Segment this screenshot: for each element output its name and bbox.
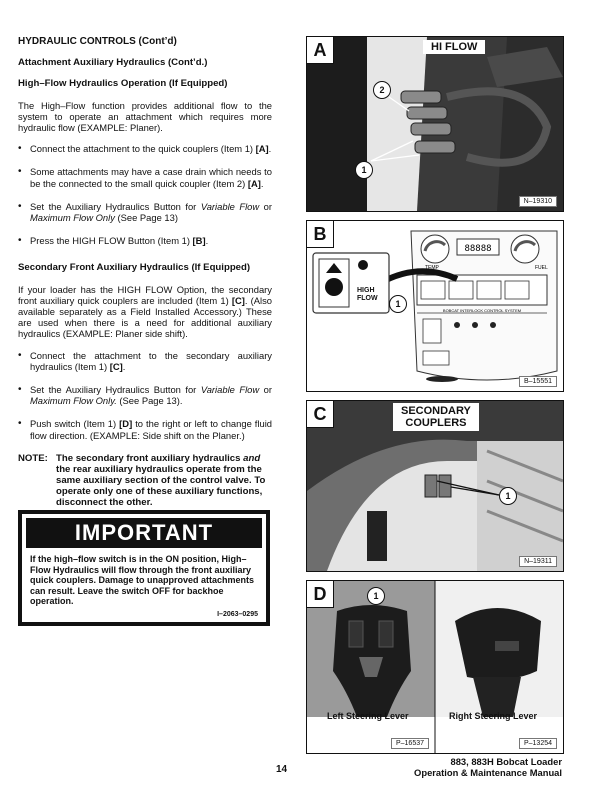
left-figure-number: P–16537 — [391, 738, 429, 749]
figure-a — [306, 36, 564, 212]
hi-flow-label: HI FLOW — [423, 40, 485, 54]
secondary-heading: Secondary Front Auxiliary Hydraulics (If Equipped) — [18, 262, 251, 274]
figure-b — [306, 220, 564, 392]
figure-letter: C — [307, 401, 334, 428]
note — [18, 453, 272, 508]
note-label: NOTE: — [18, 452, 48, 464]
hi-flow-couplers-photo — [307, 37, 563, 211]
text-column — [18, 36, 272, 520]
callout-1: 1 — [499, 487, 517, 505]
figure-number: N–19310 — [519, 196, 557, 207]
panel-fuel-label: FUEL — [535, 265, 548, 271]
list-item: • Connect the attachment to the secondary auxiliary hydraulics (Item 1) [C]. — [18, 350, 272, 372]
list-item: • Set the Auxiliary Hydraulics Button for Variable Flow or Maximum Flow Only. (See Page 13). — [18, 384, 272, 406]
highflow-intro: The High–Flow function provides additional flow to the system to operate an attachment which requires more hydraulic flow (EXAMPLE: Planer). — [18, 99, 272, 134]
callout-1: 1 — [389, 295, 407, 313]
figure-d — [306, 580, 564, 754]
list-item: • Push switch (Item 1) [D] to the right or left to change fluid flow direction. (EXAMPLE: Side shift on the Planer.) — [18, 418, 272, 440]
highflow-steps — [18, 143, 272, 246]
steering-levers-photo — [307, 581, 563, 753]
figure-c — [306, 400, 564, 572]
figure-number: N–19311 — [519, 556, 557, 567]
callout-1: 1 — [355, 161, 373, 179]
list-item: • Some attachments may have a case drain which needs to be the connected to the small quick coupler (Item 2) [A]. — [18, 166, 272, 188]
important-code: I–2063–0295 — [217, 611, 258, 618]
left-lever-caption: Left Steering Lever — [327, 711, 409, 721]
list-item: • Set the Auxiliary Hydraulics Button for Variable Flow or Maximum Flow Only (See Page 13) — [18, 201, 272, 223]
section-title: HYDRAULIC CONTROLS (Cont’d) — [18, 36, 177, 47]
figure-letter: B — [307, 221, 334, 248]
secondary-intro: If your loader has the HIGH FLOW Option, the secondary front auxiliary quick couplers are included (Item 1) [C]. (Also available separately as a Field Installed Accessory.) These are used when there is a need for additional auxiliary hydraulics (EXAMPLE: Planer side shift). — [18, 283, 272, 340]
panel-system-label: BOBCAT INTERLOCK CONTROL SYSTEM — [442, 308, 522, 313]
figure-letter: A — [307, 37, 334, 64]
important-box — [18, 510, 270, 626]
high-flow-button-label: HIGH FLOW — [357, 287, 378, 302]
list-item: • Press the HIGH FLOW Button (Item 1) [B]. — [18, 235, 272, 246]
instrument-panel-drawing — [307, 221, 563, 391]
right-figure-number: P–13254 — [519, 738, 557, 749]
right-lever-caption: Right Steering Lever — [449, 711, 538, 721]
panel-temp-label: TEMP — [425, 265, 439, 271]
list-item: • Connect the attachment to the quick couplers (Item 1) [A]. — [18, 143, 272, 154]
important-banner: IMPORTANT — [26, 518, 262, 548]
secondary-steps — [18, 350, 272, 441]
note-text: The secondary front auxiliary hydraulics and the rear auxiliary hydraulics operate from the same auxiliary section of the control valve. To operate only one of these auxiliary functions, disconnect the other. — [56, 452, 266, 508]
subsection-title: Attachment Auxiliary Hydraulics (Cont’d.) — [18, 57, 208, 69]
panel-digits: 88888 — [464, 244, 492, 254]
callout-1: 1 — [367, 587, 385, 605]
secondary-couplers-label: SECONDARY COUPLERS — [393, 403, 479, 431]
highflow-heading: High–Flow Hydraulics Operation (If Equipped) — [18, 78, 228, 90]
figure-letter: D — [307, 581, 334, 608]
important-text: If the high–flow switch is in the ON position, High–Flow Hydraulics will flow through the front auxiliary quick couplers. Damage to unapproved attachments can result. Leave the switch OFF for backhoe operation. — [30, 554, 255, 606]
manual-title: 883, 883H Bobcat Loader Operation & Maintenance Manual — [414, 756, 562, 778]
callout-2: 2 — [373, 81, 391, 99]
figure-number: B–15551 — [519, 376, 557, 387]
page-number: 14 — [276, 764, 288, 775]
